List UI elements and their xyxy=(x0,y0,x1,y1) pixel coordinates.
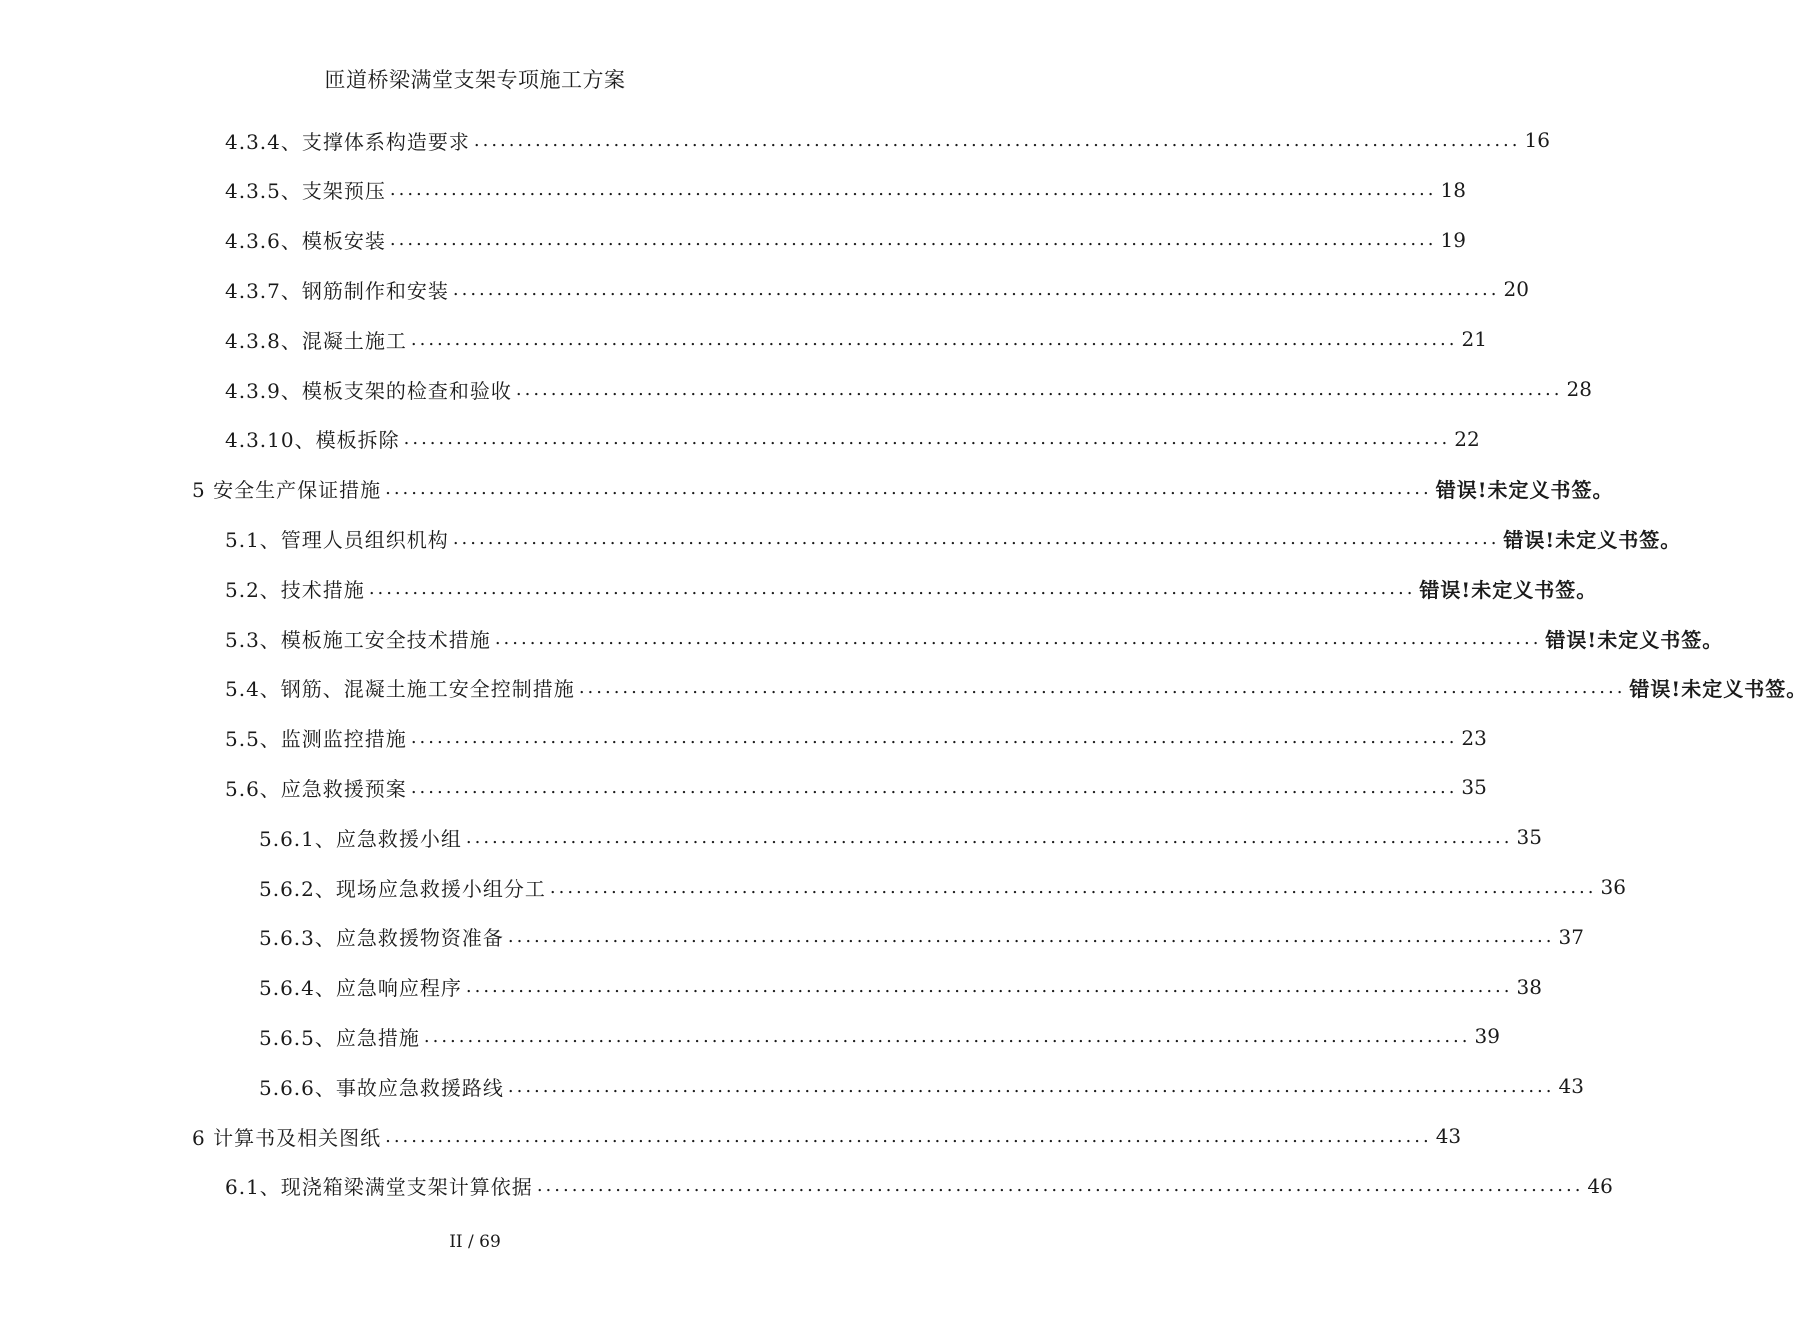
toc-entry-page: 36 xyxy=(1600,875,1626,899)
toc-entry-error: 错误!未定义书签。 xyxy=(1435,478,1614,503)
toc-entry-error: 错误!未定义书签。 xyxy=(1545,627,1724,652)
toc-entry-title: 5.6.2、现场应急救援小组分工 xyxy=(259,876,546,901)
toc-entry-page: 46 xyxy=(1587,1173,1613,1198)
toc-dot-leader: ........................................................................................................................ xyxy=(452,278,1500,300)
toc-dot-leader: ........................................................................................................................ xyxy=(549,876,1597,898)
toc-dot-leader: ........................................................................................................................ xyxy=(410,328,1458,350)
toc-dot-leader: ........................................................................................................................ xyxy=(507,926,1555,948)
toc-dot-leader: ........................................................................................................................ xyxy=(403,428,1451,450)
toc-entry-title: 5.1、管理人员组织机构 xyxy=(225,527,449,552)
toc-dot-leader: ........................................................................................................................ xyxy=(515,378,1563,400)
toc-entry-title: 4.3.5、支架预压 xyxy=(225,179,386,204)
toc-entry-page: 16 xyxy=(1524,128,1550,152)
toc-entry[interactable] xyxy=(225,714,1487,762)
toc-entry[interactable] xyxy=(225,315,1487,363)
toc-entry-page: 39 xyxy=(1474,1024,1500,1049)
toc-dot-leader: ........................................................................................................................ xyxy=(536,1175,1584,1197)
toc-dot-leader: ........................................................................................................................ xyxy=(452,527,1500,549)
toc-dot-leader: ........................................................................................................................ xyxy=(578,677,1626,699)
toc-entry[interactable] xyxy=(225,763,1487,811)
toc-entry[interactable] xyxy=(192,465,1614,513)
toc-entry[interactable] xyxy=(259,963,1542,1011)
toc-entry-title: 5.6.6、事故应急救援路线 xyxy=(259,1075,504,1100)
toc-entry-error: 错误!未定义书签。 xyxy=(1419,577,1598,602)
toc-entry[interactable] xyxy=(225,514,1682,562)
toc-entry[interactable] xyxy=(225,664,1807,712)
toc-dot-leader: ........................................................................................................................ xyxy=(368,577,1416,599)
toc-dot-leader: ........................................................................................................................ xyxy=(389,229,1437,251)
toc-entry[interactable] xyxy=(225,1162,1613,1210)
toc-entry-title: 4.3.8、混凝土施工 xyxy=(225,328,407,353)
page-header: 匝道桥梁满堂支架专项施工方案 xyxy=(324,68,626,92)
toc-entry-title: 6.1、现浇箱梁满堂支架计算依据 xyxy=(225,1175,533,1200)
toc-entry-error: 错误!未定义书签。 xyxy=(1629,677,1807,702)
page-number: II / 69 xyxy=(449,1232,501,1252)
toc-entry-page: 20 xyxy=(1503,277,1529,302)
toc-entry-page: 35 xyxy=(1461,775,1487,800)
toc-entry[interactable] xyxy=(259,1062,1584,1110)
toc-entry-page: 37 xyxy=(1558,924,1584,949)
toc-entry[interactable] xyxy=(225,116,1550,164)
toc-entry-page: 43 xyxy=(1435,1124,1462,1148)
toc-dot-leader: ........................................................................................................................ xyxy=(507,1075,1555,1097)
toc-entry-title: 4.3.7、钢筋制作和安装 xyxy=(225,278,449,303)
toc-entry-title: 5.4、钢筋、混凝土施工安全控制措施 xyxy=(225,677,575,702)
toc-entry-title: 5.3、模板施工安全技术措施 xyxy=(225,627,491,652)
toc-entry-page: 22 xyxy=(1454,426,1480,451)
toc-entry[interactable] xyxy=(259,1012,1500,1060)
toc-dot-leader: ........................................................................................................................ xyxy=(473,129,1521,151)
toc-entry-page: 28 xyxy=(1566,377,1592,401)
toc-entry-title: 5.6、应急救援预案 xyxy=(225,776,407,801)
toc-entry-title: 5.6.4、应急响应程序 xyxy=(259,976,462,1001)
toc-entry[interactable] xyxy=(225,265,1529,313)
toc-entry-title: 5.6.5、应急措施 xyxy=(259,1025,420,1050)
toc-entry-title: 5 安全生产保证措施 xyxy=(192,478,382,503)
toc-dot-leader: ........................................................................................................................ xyxy=(410,727,1458,749)
toc-entry-page: 21 xyxy=(1461,327,1487,352)
toc-entry-page: 18 xyxy=(1440,177,1466,202)
toc-entry[interactable] xyxy=(259,813,1542,861)
toc-entry[interactable] xyxy=(225,365,1592,413)
toc-dot-leader: ........................................................................................................................ xyxy=(385,478,1432,500)
toc-dot-leader: ........................................................................................................................ xyxy=(385,1125,1432,1147)
toc-dot-leader: ........................................................................................................................ xyxy=(494,627,1542,649)
toc-entry[interactable] xyxy=(225,415,1480,463)
toc-dot-leader: ........................................................................................................................ xyxy=(465,976,1513,998)
toc-entry-page: 38 xyxy=(1516,974,1542,999)
toc-dot-leader: ........................................................................................................................ xyxy=(465,826,1513,848)
toc-entry-page: 43 xyxy=(1558,1074,1584,1099)
toc-entry-title: 5.6.1、应急救援小组 xyxy=(259,826,462,851)
toc-entry-title: 5.6.3、应急救援物资准备 xyxy=(259,926,504,951)
toc-entry-title: 4.3.4、支撑体系构造要求 xyxy=(225,129,470,154)
toc-dot-leader: ........................................................................................................................ xyxy=(410,776,1458,798)
toc-entry-title: 5.2、技术措施 xyxy=(225,577,365,602)
toc-entry[interactable] xyxy=(225,564,1598,612)
toc-entry-title: 4.3.6、模板安装 xyxy=(225,229,386,254)
toc-entry-title: 6 计算书及相关图纸 xyxy=(192,1125,382,1150)
toc-entry-title: 4.3.9、模板支架的检查和验收 xyxy=(225,378,512,403)
toc-entry-error: 错误!未定义书签。 xyxy=(1503,527,1682,552)
toc-entry-page: 23 xyxy=(1461,725,1487,750)
toc-entry[interactable] xyxy=(225,614,1724,662)
toc-entry[interactable] xyxy=(259,913,1584,961)
toc-entry-title: 4.3.10、模板拆除 xyxy=(225,428,400,453)
toc-entry-title: 5.5、监测监控措施 xyxy=(225,727,407,752)
toc-entry[interactable] xyxy=(225,216,1466,264)
toc-dot-leader: ........................................................................................................................ xyxy=(389,179,1437,201)
toc-entry[interactable] xyxy=(259,863,1626,911)
toc-entry-page: 35 xyxy=(1516,825,1542,850)
toc-dot-leader: ........................................................................................................................ xyxy=(423,1025,1471,1047)
toc-entry[interactable] xyxy=(225,166,1466,214)
toc-entry-page: 19 xyxy=(1440,227,1466,252)
toc-entry[interactable] xyxy=(192,1112,1462,1160)
